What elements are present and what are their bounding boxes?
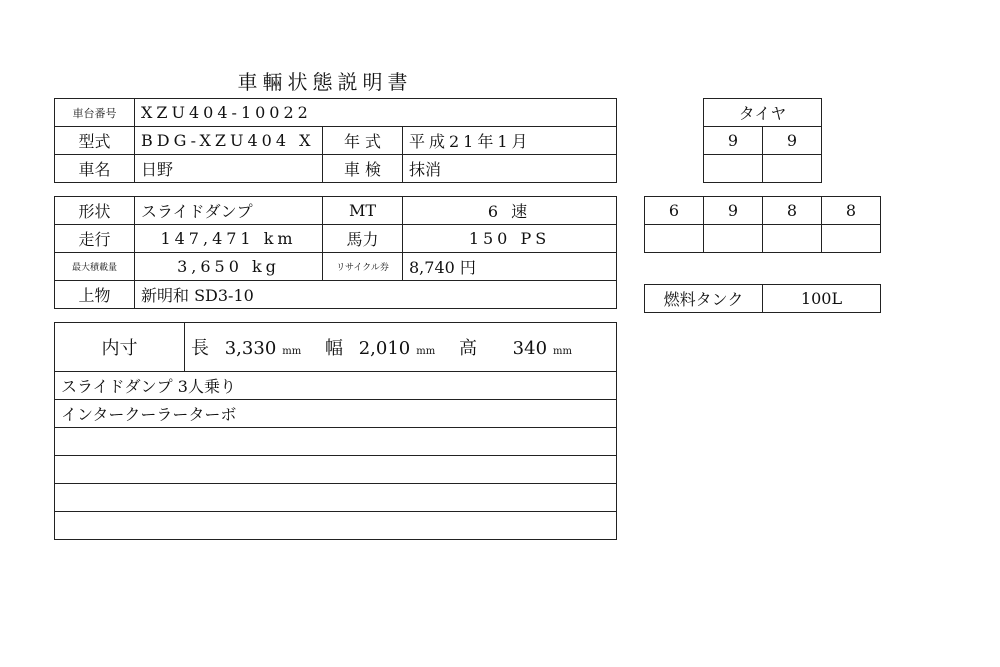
shape-label: 形状 (55, 197, 135, 225)
shape-row (55, 197, 617, 225)
notes-row (55, 512, 617, 540)
dimensions-notes-table (54, 322, 617, 540)
length-unit: mm (282, 346, 302, 357)
rear-tire-blank (763, 225, 822, 253)
inspection-value: 抹消 (403, 155, 617, 183)
model-value: BDG-XZU404 X (135, 127, 323, 155)
recycle-value: 8,740 円 (403, 253, 617, 281)
length-value: 3,330 (224, 338, 277, 359)
year-label: 年 式 (323, 127, 403, 155)
chassis-value: XZU404-10022 (135, 99, 617, 127)
width-unit: mm (416, 346, 436, 357)
shape-value: スライドダンプ (135, 197, 323, 225)
length-label: 長 (191, 338, 209, 359)
height-unit: mm (553, 346, 572, 357)
height-label: 高 (458, 338, 477, 359)
width-value: 2,010 (358, 338, 411, 359)
dimensions-label: 内寸 (55, 323, 185, 372)
note-line (55, 484, 617, 512)
notes-row (55, 400, 617, 428)
height-value: 340 (512, 338, 548, 359)
body-label: 上物 (55, 281, 135, 309)
front-tire-blank (763, 155, 822, 183)
notes-row (55, 484, 617, 512)
maker-row (55, 155, 617, 183)
inspection-label: 車 検 (323, 155, 403, 183)
power-label: 馬力 (323, 225, 403, 253)
mt-value: 6 速 (403, 197, 617, 225)
note-line: インタークーラーターボ (55, 400, 617, 428)
mileage-row (55, 225, 617, 253)
notes-row (55, 372, 617, 400)
note-line (55, 456, 617, 484)
rear-tire-1: 6 (645, 197, 704, 225)
specs-table (54, 196, 617, 309)
rear-tire-blank (822, 225, 881, 253)
vehicle-info-table (54, 98, 617, 183)
rear-tire-2: 9 (704, 197, 763, 225)
mt-label: MT (323, 197, 403, 225)
load-label: 最大積載量 (55, 253, 135, 281)
note-line (55, 512, 617, 540)
model-label: 型式 (55, 127, 135, 155)
front-tire-right: 9 (763, 127, 822, 155)
tire-header: タイヤ (704, 99, 822, 127)
recycle-label: リサイクル券 (323, 253, 403, 281)
dimensions-values (185, 323, 617, 372)
body-value: 新明和 SD3-10 (135, 281, 617, 309)
chassis-label: 車台番号 (55, 99, 135, 127)
mileage-label: 走行 (55, 225, 135, 253)
note-line: スライドダンプ 3人乗り (55, 372, 617, 400)
rear-tire-table (644, 196, 881, 253)
front-tire-blank (704, 155, 763, 183)
rear-tire-blank (704, 225, 763, 253)
rear-tire-3: 8 (763, 197, 822, 225)
front-tire-table (703, 98, 822, 183)
body-row (55, 281, 617, 309)
note-line (55, 428, 617, 456)
fuel-tank-label: 燃料タンク (645, 285, 763, 313)
power-value: 150 PS (403, 225, 617, 253)
load-value: 3,650 kg (135, 253, 323, 281)
notes-row (55, 428, 617, 456)
model-row (55, 127, 617, 155)
rear-tire-4: 8 (822, 197, 881, 225)
dimensions-row (55, 323, 617, 372)
maker-value: 日野 (135, 155, 323, 183)
document-title: 車輛状態説明書 (237, 70, 413, 94)
chassis-row (55, 99, 617, 127)
rear-tire-blank (645, 225, 704, 253)
load-row (55, 253, 617, 281)
fuel-tank-value: 100L (763, 285, 881, 313)
width-label: 幅 (324, 338, 343, 359)
notes-row (55, 456, 617, 484)
fuel-tank-table (644, 284, 881, 313)
maker-label: 車名 (55, 155, 135, 183)
year-value: 平成21年1月 (403, 127, 617, 155)
front-tire-left: 9 (704, 127, 763, 155)
mileage-value: 147,471 km (135, 225, 323, 253)
